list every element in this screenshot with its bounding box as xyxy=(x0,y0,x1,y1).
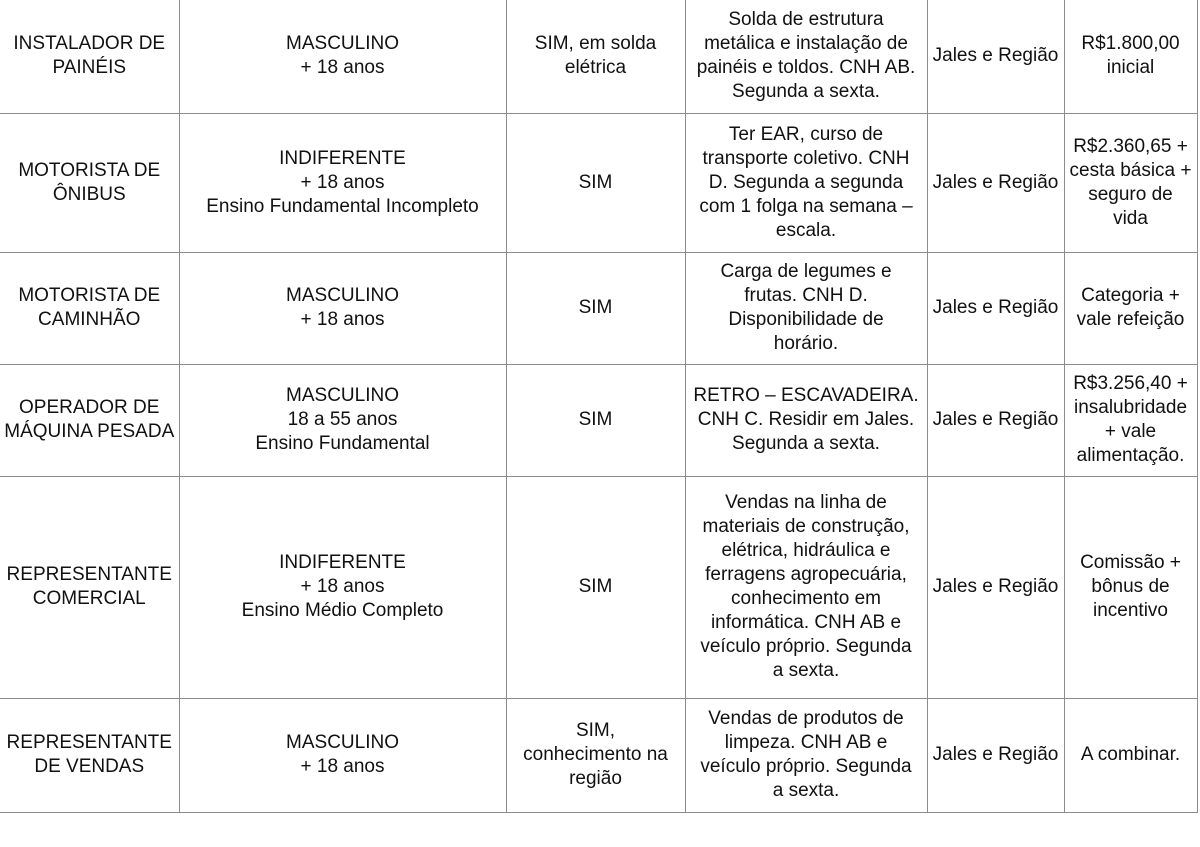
location-cell: Jales e Região xyxy=(927,698,1064,812)
location-cell: Jales e Região xyxy=(927,364,1064,476)
profile-cell: MASCULINO + 18 anos xyxy=(179,252,506,364)
role-cell: REPRESENTANTE COMERCIAL xyxy=(0,476,179,698)
description-cell: RETRO – ESCAVADEIRA. CNH C. Residir em Jales. Segunda a sexta. xyxy=(685,364,927,476)
experience-cell: SIM, em solda elétrica xyxy=(506,0,685,113)
profile-cell: INDIFERENTE + 18 anos Ensino Fundamental Incompleto xyxy=(179,113,506,252)
description-cell: Carga de legumes e frutas. CNH D. Disponibilidade de horário. xyxy=(685,252,927,364)
description-cell: Ter EAR, curso de transporte coletivo. CNH D. Segunda a segunda com 1 folga na semana – escala. xyxy=(685,113,927,252)
profile-cell: INDIFERENTE + 18 anos Ensino Médio Completo xyxy=(179,476,506,698)
salary-cell: R$3.256,40 + insalubridade + vale alimentação. xyxy=(1064,364,1197,476)
profile-cell: MASCULINO + 18 anos xyxy=(179,0,506,113)
description-cell: Solda de estrutura metálica e instalação de painéis e toldos. CNH AB. Segunda a sexta. xyxy=(685,0,927,113)
salary-cell: R$2.360,65 + cesta básica + seguro de vida xyxy=(1064,113,1197,252)
salary-cell: A combinar. xyxy=(1064,698,1197,812)
table-row xyxy=(0,0,1197,113)
profile-cell: MASCULINO + 18 anos xyxy=(179,698,506,812)
experience-cell: SIM, conhecimento na região xyxy=(506,698,685,812)
location-cell: Jales e Região xyxy=(927,113,1064,252)
table-row xyxy=(0,113,1197,252)
table-row xyxy=(0,252,1197,364)
description-cell: Vendas de produtos de limpeza. CNH AB e veículo próprio. Segunda a sexta. xyxy=(685,698,927,812)
table-row xyxy=(0,476,1197,698)
experience-cell: SIM xyxy=(506,364,685,476)
location-cell: Jales e Região xyxy=(927,476,1064,698)
role-cell: INSTALADOR DE PAINÉIS xyxy=(0,0,179,113)
role-cell: MOTORISTA DE ÔNIBUS xyxy=(0,113,179,252)
salary-cell: R$1.800,00 inicial xyxy=(1064,0,1197,113)
role-cell: OPERADOR DE MÁQUINA PESADA xyxy=(0,364,179,476)
location-cell: Jales e Região xyxy=(927,252,1064,364)
description-cell: Vendas na linha de materiais de construção, elétrica, hidráulica e ferragens agropecuária, conhecimento em informática. CNH AB e veículo próprio. Segunda a sexta. xyxy=(685,476,927,698)
table-row xyxy=(0,364,1197,476)
experience-cell: SIM xyxy=(506,113,685,252)
salary-cell: Categoria + vale refeição xyxy=(1064,252,1197,364)
role-cell: REPRESENTANTE DE VENDAS xyxy=(0,698,179,812)
location-cell: Jales e Região xyxy=(927,0,1064,113)
experience-cell: SIM xyxy=(506,252,685,364)
salary-cell: Comissão + bônus de incentivo xyxy=(1064,476,1197,698)
role-cell: MOTORISTA DE CAMINHÃO xyxy=(0,252,179,364)
profile-cell: MASCULINO 18 a 55 anos Ensino Fundamental xyxy=(179,364,506,476)
table-row xyxy=(0,698,1197,812)
experience-cell: SIM xyxy=(506,476,685,698)
